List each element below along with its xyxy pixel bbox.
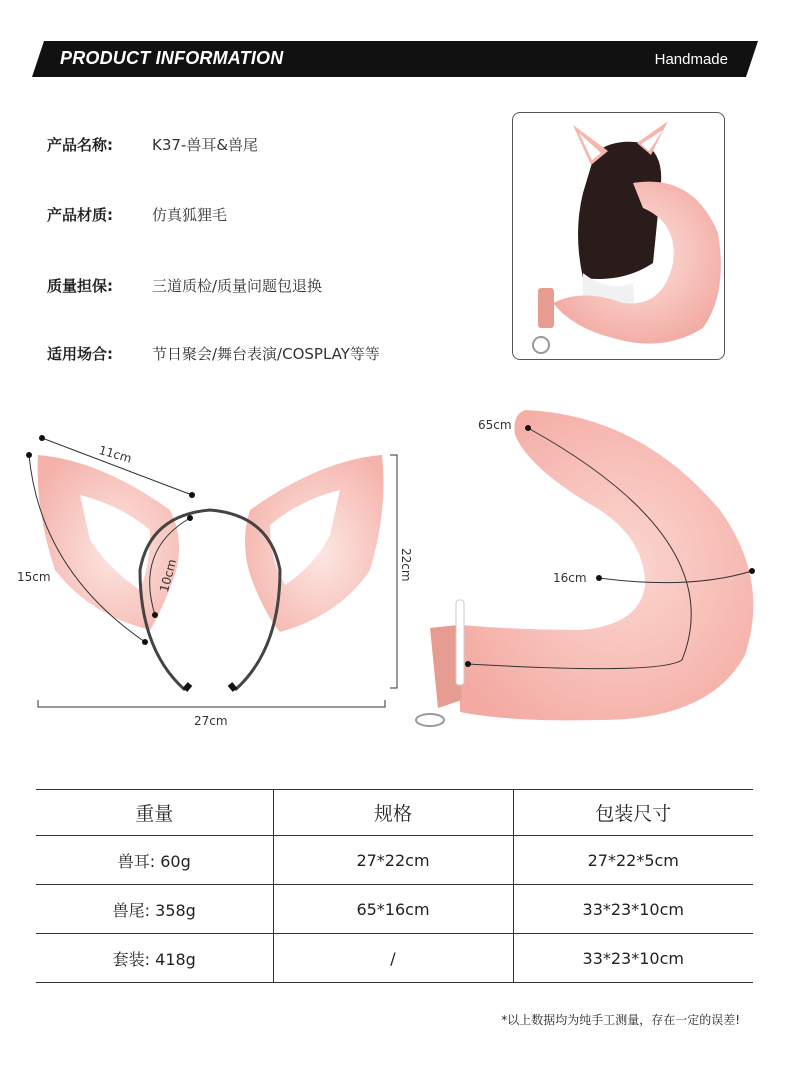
headband-height-label: 22cm	[399, 548, 413, 582]
info-label: 适用场合:	[47, 345, 113, 363]
tail-width-label: 16cm	[553, 571, 587, 585]
table-row	[36, 885, 753, 934]
header-weight: 重量	[36, 790, 273, 836]
ears-headband-image	[0, 400, 420, 740]
ear-width-label: 11cm	[97, 443, 134, 466]
info-value: K37-兽耳&兽尾	[152, 136, 259, 154]
info-label: 产品材质:	[47, 206, 113, 224]
info-label: 质量担保:	[47, 277, 113, 295]
measurement-footnote: *以上数据均为纯手工测量，存在一定的误差!	[501, 1013, 740, 1027]
table-cell: 65*16cm	[273, 885, 513, 934]
table-cell: 33*23*10cm	[513, 934, 753, 983]
table-header-row	[36, 790, 753, 836]
ear-inner-label: 10cm	[157, 557, 180, 594]
page-title: PRODUCT INFORMATION	[60, 48, 284, 68]
info-value: 三道质检/质量问题包退换	[152, 277, 323, 295]
info-value: 仿真狐狸毛	[152, 206, 228, 224]
tail-image	[400, 400, 790, 740]
header-package: 包装尺寸	[513, 790, 753, 836]
info-value: 节日聚会/舞台表演/COSPLAY等等	[152, 345, 380, 363]
table-cell: /	[273, 934, 513, 983]
ear-height-label: 15cm	[17, 570, 51, 584]
tail-length-label: 65cm	[478, 418, 512, 432]
table-cell: 27*22cm	[273, 836, 513, 885]
handmade-tag: Handmade	[654, 51, 728, 68]
table-cell: 27*22*5cm	[513, 836, 753, 885]
table-cell: 套装: 418g	[36, 934, 273, 983]
product-photo	[512, 112, 725, 360]
table-row	[36, 934, 753, 983]
spec-table	[36, 789, 753, 983]
model-with-ears-and-tail-image	[513, 113, 725, 360]
table-cell: 兽尾: 358g	[36, 885, 273, 934]
info-label: 产品名称:	[47, 136, 113, 154]
table-cell: 兽耳: 60g	[36, 836, 273, 885]
table-cell: 33*23*10cm	[513, 885, 753, 934]
header-spec: 规格	[273, 790, 513, 836]
headband-width-label: 27cm	[194, 714, 228, 728]
table-row	[36, 836, 753, 885]
